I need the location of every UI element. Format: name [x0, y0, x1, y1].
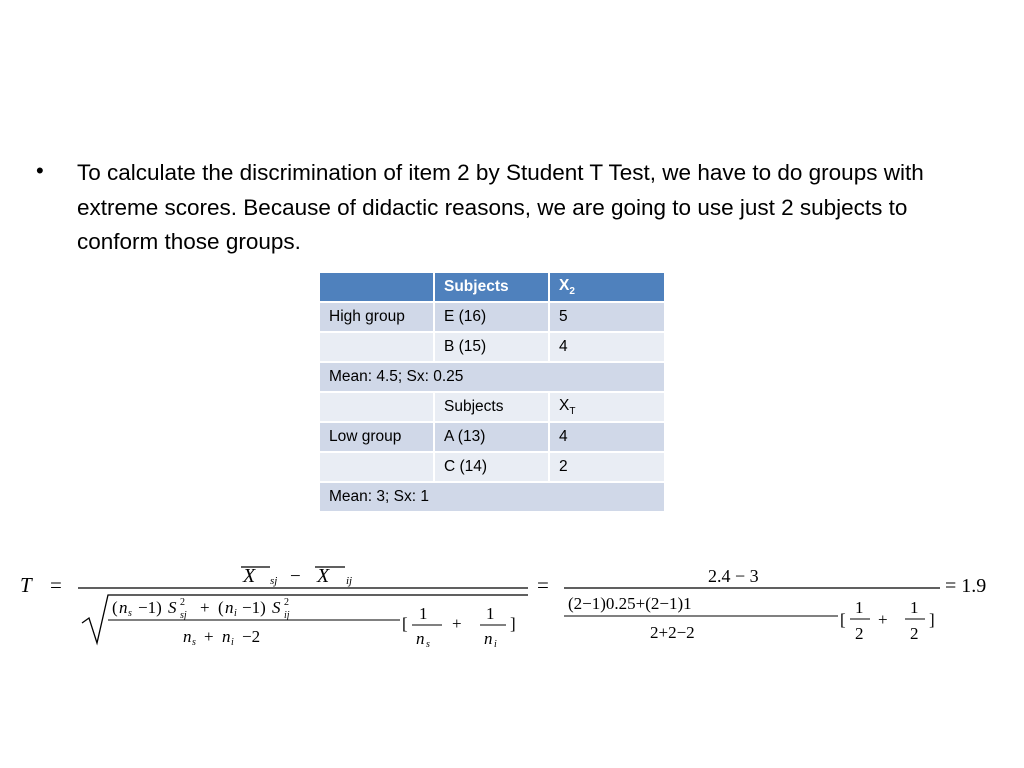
svg-text:i: i — [231, 637, 234, 648]
svg-text:sj: sj — [270, 575, 278, 587]
score-cell: 4 — [549, 332, 665, 362]
svg-text:2: 2 — [284, 597, 289, 608]
svg-text:s: s — [128, 608, 132, 619]
svg-text:−2: −2 — [242, 627, 261, 646]
score-cell: 4 — [549, 422, 665, 452]
svg-text:n: n — [222, 627, 231, 646]
table-subheader-row — [319, 392, 665, 422]
scores-table — [318, 271, 666, 513]
svg-text:1: 1 — [486, 604, 495, 623]
group-cell: High group — [319, 302, 434, 332]
table-summary-row — [319, 482, 665, 512]
subject-cell: A (13) — [434, 422, 549, 452]
numeric-numerator: 2.4 − 3 — [708, 566, 759, 586]
svg-text:n: n — [416, 629, 425, 648]
svg-text:ij: ij — [346, 575, 353, 587]
formula-lhs: T — [20, 573, 32, 597]
svg-text:−1): −1) — [138, 598, 162, 617]
svg-text:S: S — [272, 598, 281, 617]
group-cell — [319, 452, 434, 482]
score-cell: 5 — [549, 302, 665, 332]
formula-equals: = — [50, 573, 62, 597]
subject-cell: B (15) — [434, 332, 549, 362]
table-row — [319, 332, 665, 362]
formula-inner-denominator — [183, 627, 260, 648]
svg-text:ij: ij — [284, 610, 290, 621]
table-row — [319, 302, 665, 332]
svg-text:1: 1 — [419, 604, 428, 623]
svg-text:+: + — [204, 627, 214, 646]
svg-text:2: 2 — [910, 624, 919, 643]
table-row — [319, 422, 665, 452]
svg-text:n: n — [225, 598, 234, 617]
svg-text:X: X — [243, 565, 256, 587]
subject-cell: E (16) — [434, 302, 549, 332]
mean-summary-cell: Mean: 3; Sx: 1 — [319, 482, 665, 512]
subject-cell: Subjects — [434, 392, 549, 422]
formula-bracket-term — [402, 604, 516, 650]
subject-cell: C (14) — [434, 452, 549, 482]
header-cell-subjects: Subjects — [434, 272, 549, 302]
svg-text:2: 2 — [855, 624, 864, 643]
group-cell — [319, 392, 434, 422]
t-test-formula — [0, 555, 1024, 655]
svg-text:−: − — [290, 566, 301, 587]
header-cell-empty — [319, 272, 434, 302]
svg-text:2+2−2: 2+2−2 — [650, 623, 695, 642]
numeric-denominator — [564, 594, 935, 643]
svg-text:n: n — [119, 598, 128, 617]
formula-numerator — [241, 565, 352, 587]
svg-text:n: n — [484, 629, 493, 648]
svg-text:S: S — [168, 598, 177, 617]
svg-text:[: [ — [402, 614, 408, 633]
svg-text:(: ( — [218, 598, 224, 617]
svg-text:sj: sj — [180, 610, 187, 621]
svg-text:(: ( — [112, 598, 118, 617]
formula-result: = 1.9 — [945, 575, 987, 597]
group-cell: Low group — [319, 422, 434, 452]
svg-text:n: n — [183, 627, 192, 646]
table-header-row — [319, 272, 665, 302]
svg-text:+: + — [452, 614, 462, 633]
svg-text:1: 1 — [855, 598, 864, 617]
svg-text:1: 1 — [910, 598, 919, 617]
bullet-text: To calculate the discrimination of item 2 by Student T Test, we have to do groups with extreme scores. Because of didactic reasons, we are going to use just 2 subjects to conform those groups. — [77, 160, 924, 254]
table-row — [319, 452, 665, 482]
table-summary-row — [319, 362, 665, 392]
score-cell: 2 — [549, 452, 665, 482]
svg-text:2: 2 — [180, 597, 185, 608]
svg-text:]: ] — [929, 610, 935, 629]
svg-text:(2−1)0.25+(2−1)1: (2−1)0.25+(2−1)1 — [568, 594, 692, 613]
svg-text:X: X — [317, 565, 330, 587]
svg-text:i: i — [494, 639, 497, 650]
svg-text:]: ] — [510, 614, 516, 633]
group-cell — [319, 332, 434, 362]
formula-equals-2: = — [537, 573, 549, 597]
header-cell-x2: $X_2$ — [549, 272, 665, 302]
svg-text:s: s — [192, 637, 196, 648]
svg-text:−1): −1) — [242, 598, 266, 617]
xt-header-cell: $X_T$ — [549, 392, 665, 422]
svg-text:+: + — [878, 610, 888, 629]
bullet-paragraph — [36, 156, 986, 260]
svg-text:+: + — [200, 598, 210, 617]
formula-inner-numerator — [112, 597, 290, 621]
svg-text:[: [ — [840, 610, 846, 629]
mean-summary-cell: Mean: 4.5; Sx: 0.25 — [319, 362, 665, 392]
svg-text:s: s — [426, 639, 430, 650]
bullet-marker: • — [36, 158, 44, 183]
svg-text:i: i — [234, 608, 237, 619]
